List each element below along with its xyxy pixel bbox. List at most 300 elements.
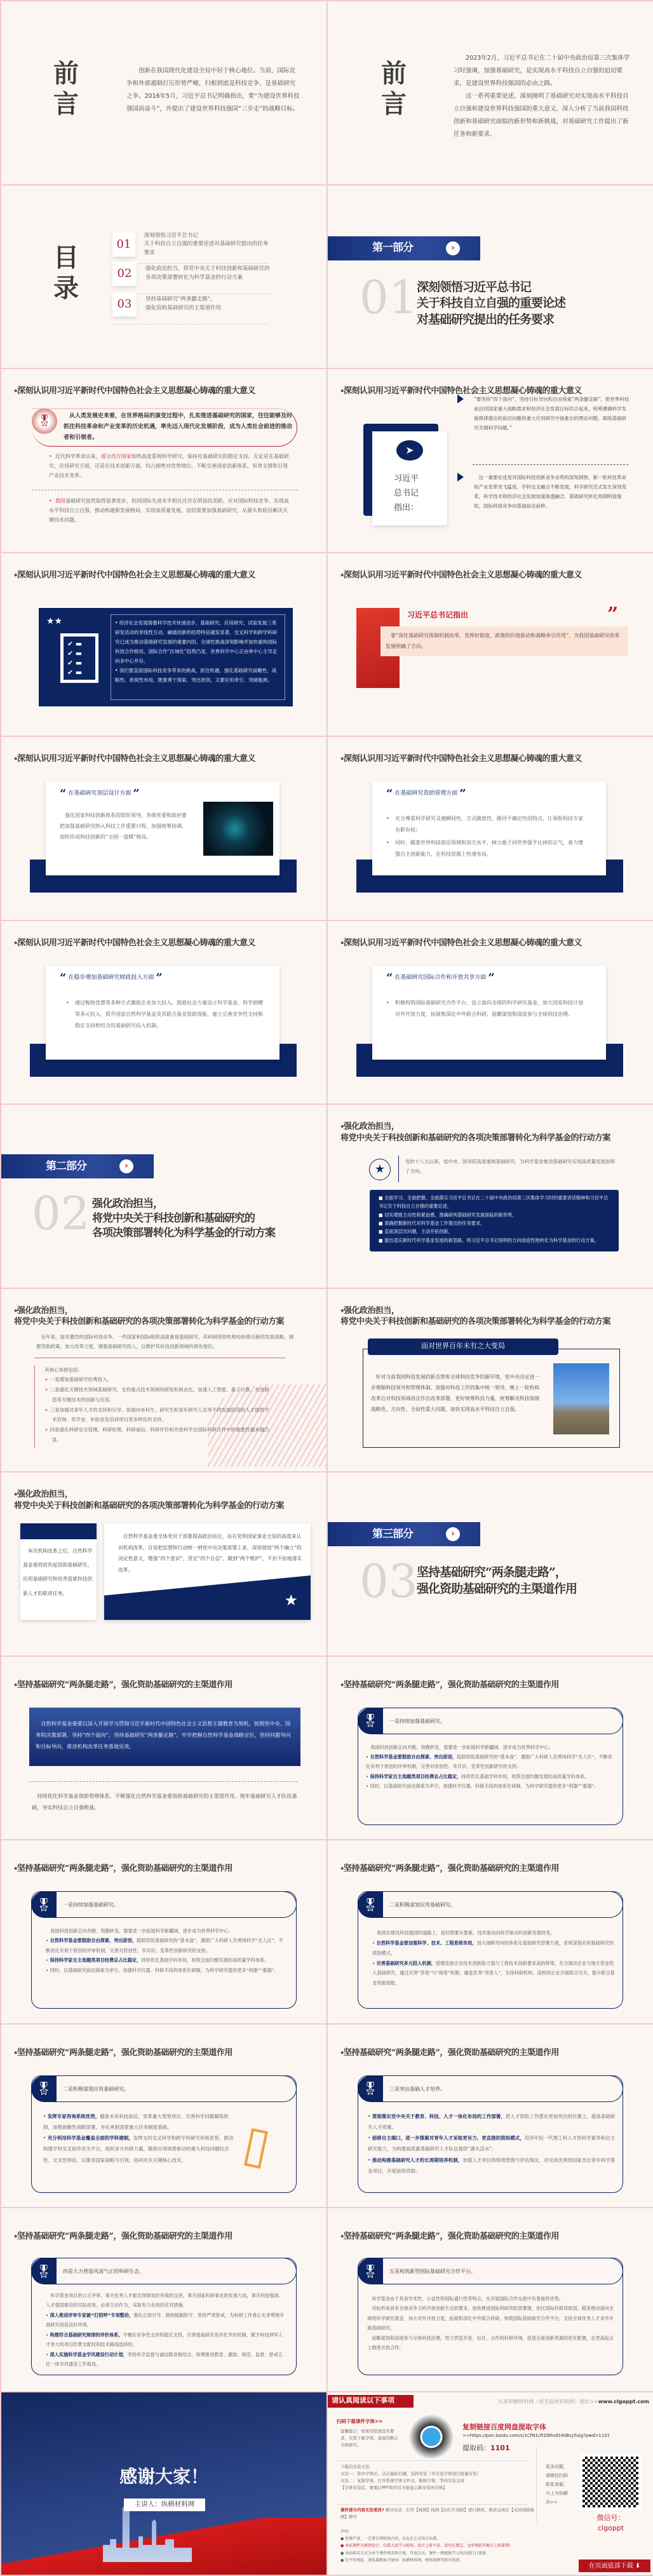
award-icon: 🎖 xyxy=(358,2075,383,2102)
slide-twolegs-7[interactable] xyxy=(1,2208,326,2391)
presenter-label: 主讲人：纵横材料网 xyxy=(124,2498,205,2511)
list-item: ■ 准确把握新时代对科学基金工作提出的任务要求， xyxy=(379,1220,485,1226)
slide-heading: ◆ 坚持基础研究“两条腿走路”，强化资助基础研究的主渠道作用 xyxy=(340,1680,559,1691)
wechat-qr-code[interactable] xyxy=(580,2454,641,2510)
slide-heading: ◆ 坚持基础研究“两条腿走路”，强化资助基础研究的主渠道作用 xyxy=(14,2231,232,2242)
slide-action-4[interactable] xyxy=(1,1473,326,1656)
decl-item: ● 党课严肃，一定要仔细校验内容，以免在正式场合出错。 xyxy=(340,2536,441,2541)
stars-icon: ★★ xyxy=(46,616,63,626)
list-item: ➢ 四是强化科研安全管理，科研伦理、科研诚信、科研评价和开放科学在国际科研合作中的重要性越来越凸显。 xyxy=(44,1427,269,1443)
heading-line: 将党中央关于科技创新和基础研究的各项决策部署转化为科学基金的行动方案 xyxy=(14,1317,285,1327)
decl-item: ● 记不住网址，浏览器搜索关键词：纵横材料网、材料狗网等即可找到。 xyxy=(340,2558,464,2563)
toc-line: 强化资助基础研究的主渠道作用 xyxy=(145,304,222,311)
bullet: • 自然科学基金要鼓励自由探索、突出原创，稳固资助基础研究的“基本盘”，激励广大科研人员勇闯科学“无人区”，不断优化有利于原创的评审机制，完善对原创性、非共识、变革性创新研究的支持。 xyxy=(46,1938,283,1953)
divider xyxy=(398,1156,399,1182)
preface-p2: 这一系列重要论述，深刻阐明了基础研究对实现高水平科技自立自强和建设世界科技强国的重大意义，深入分析了当前我国科技创新和基础研究面临的新形势和新挑战，对基础研究工作提出了新任务和新要求。 xyxy=(454,93,629,138)
toc-item-3[interactable] xyxy=(112,292,271,316)
checklist-text xyxy=(111,614,285,700)
text: 把人才资助工作摆在更加突出的位置上，提高基础研究人才质量。 xyxy=(368,2113,616,2130)
award-icon: 🎖 xyxy=(31,2075,57,2102)
heading-text: 在基础研究顶层设计方面 xyxy=(68,790,131,797)
bullet-2: • 我国基础研究虽然取得显著进步，但同国际先进水平相比还存在明显的差距。应对国际科技竞争、实现高水平科技自立自强，推动构建新发展格局、实现高质量发展，迫切需要加强基础研究，从源头和底层解决关键技术问题。 xyxy=(49,498,289,523)
toc-num: 03 xyxy=(112,292,137,316)
preface-p1: 2023年2月，习近平总书记在二十届中央政治局第三次集体学习时强调，加强基础研究，是实现高水平科技自立自强的迫切要求，是建设世界科技强国的必由之路。 xyxy=(454,55,630,87)
pill-heading: 一是持续加强基础研究。 xyxy=(389,1718,445,1724)
title-line: 强化资助基础研究的主渠道作用 xyxy=(417,1581,577,1596)
text: 三是加强对青年人才的支持和引导。如面向本科生、研究生和青年研究人员等不同发展阶段的人才提供学术咨询、奖学金、补助金及培训项目等多样化的支持。 xyxy=(50,1406,269,1423)
text: 发挥支持交叉科学和跨学科研究传统优势，推动构建学科交叉协作攻关平台，组织多方科研力量，瞄准应用场景驱动的重大科技问题综合性、交叉性特征，以服务国家战略为引领，协同攻关关键核心技术。 xyxy=(43,2135,234,2163)
bullet: • 积极构筑国际基础研究合作平台，设立面向全球的科学研究基金，加大国家科技计划对外开放力度，拓展和深化中外联合科研，前瞻谋划和深度参与全球科技治理。 xyxy=(386,997,583,1020)
quote-2: 这一重要论述是对国际科技创新竞争态势的深刻洞察，新一轮科技革命和产业变革突飞猛进，学科交叉融合不断发展，科学研究范式发生深刻变革，科学技术和经济社会发展加速渗透融合，基础研究转化周期明显缩短，国际科技竞争向基础前沿前移。 xyxy=(474,475,626,509)
install-methods xyxy=(340,2464,534,2492)
slide-significance-1[interactable] xyxy=(1,369,326,552)
text: 持续优化基础学科布局，构筑全面均衡发展的高质量学科体系。 xyxy=(461,1773,589,1779)
method-1: 方法一：选中字体后，点击鼠标右键，选择安装（可全选字体进行批量安装） xyxy=(340,2471,481,2476)
speaker-card xyxy=(372,431,447,525)
pill-body xyxy=(43,2111,234,2166)
toc-item-1[interactable] xyxy=(112,232,271,258)
text: 平衡好竞争性支持和稳定支持，完善基础研究差异化评价机制，赋予科技领军人才更大的项目经费支配权和技术路线选择权。 xyxy=(46,2331,283,2348)
divider xyxy=(473,464,628,465)
list-item: ■ 提出适应新时代科学基金发展的新思路，将习近平总书记指明的方向创造性地转化为科学基金的行动方案。 xyxy=(379,1237,599,1243)
text: 稳固资助基础研究的“基本盘”，激励广大科研人员勇闯科学“无人区”，不断优化有利于原创的评审机制，完善对原创性、非共识、变革性创新研究的支持。 xyxy=(366,1753,613,1770)
extract-code: 1101 xyxy=(490,2443,510,2452)
chevron-right-icon: › xyxy=(446,1527,460,1541)
section-number: 01 xyxy=(360,270,418,324)
slide-significance-6[interactable] xyxy=(328,737,653,920)
slide-action-3[interactable] xyxy=(328,1289,653,1472)
pill-heading: 二是积极谋划应用基础研究。 xyxy=(63,2086,129,2092)
box-title: 面对世界百年未有之大变局 xyxy=(368,1339,558,1355)
text: 近代科学革命以来， xyxy=(55,454,101,459)
title-line: 对基础研究提出的任务要求 xyxy=(417,312,555,327)
title-line: 深刻领悟习近平总书记 xyxy=(417,280,532,294)
bullet: • 发挥专家咨询系统优势，瞄准未来科技前沿，变革重大类型项目，完善科学问题凝练机制，加强前瞻性战略部署，夯实承担国家重大任务制度基础。 xyxy=(43,2113,229,2130)
bullet: • 通过税收优惠等多种方式激励企业加大投入，鼓励社会力量设立科学基金、科学捐赠等多元投入，提升国家自然科学基金及其联合基金资助效能，建立完善竞争性支持和稳定支持相结合的基础研究投入机制。 xyxy=(66,997,263,1032)
slide-heading: ◆ 深刻认识用习近平新时代中国特色社会主义思想凝心铸魂的重大意义 xyxy=(340,386,582,397)
miniprogram-qr-code[interactable] xyxy=(408,2414,454,2460)
bold-text: 前移自主端口，进一步探索对青年人才采取更有力、更直接的资助模式， xyxy=(372,2135,525,2141)
declarations xyxy=(340,2528,569,2565)
side-card-text: 本次机构改革之后，自然科学基金委将肩负起资助基础研究、应用基础研究和培养造就科技创新人才的职责任务。 xyxy=(23,1548,93,1596)
slide-heading: ◆ 坚持基础研究“两条腿走路”，强化资助基础研究的主渠道作用 xyxy=(340,2231,559,2242)
slide-heading: ◆ 深刻认识用习近平新时代中国特色社会主义思想凝心铸魂的重大意义 xyxy=(340,753,582,765)
bullet: • 同时，以基础研究前沿探索为牵引，加强科学仪器、科研手段的体系化研制，为科学研究提供更多“利器”“重器”。 xyxy=(366,1783,599,1790)
chevron-right-icon: › xyxy=(119,1159,133,1173)
card-header-bar xyxy=(20,1523,97,1539)
text: 本站课件为原创设计，仅供大家学习使用，设计上传不易，切勿在淘宝、文库网站等地方上传谋利! xyxy=(345,2544,511,2549)
list-item: ➢ 三是加强对青年人才的支持和引导。如面向本科生、研究生和青年研究人员等不同发展阶段的人才提供学术咨询、奖学金、补助金及培训项目等多样化的支持。 xyxy=(44,1406,269,1423)
quote-text: 要“深化基础研究体制机制改革，发挥好制度、政策的价值驱动和战略牵引作用”，为我国基础研究改革发展明确了方向。 xyxy=(380,626,628,656)
bullet: • 前移自主端口，进一步探索对青年人才采取更有力、更直接的资助模式，培养年轻一代理工科人才的科学素养和自主研究能力，为构建高质量基础研究人才队伍提供“源头活水”。 xyxy=(368,2135,616,2152)
text: 基础研究虽然取得显著进步，但同国际先进水平相比还存在明显的差距。应对国际科技竞争、实现高水平科技自立自强，推动构建新发展格局、实现高质量发展，迫切需要加强基础研究，从源头和底层解决关键技术问题。 xyxy=(49,498,289,523)
pill-body xyxy=(366,1743,614,1791)
section-title xyxy=(92,1197,275,1241)
info-card xyxy=(46,966,279,1060)
slide-heading: ◆ 坚持基础研究“两条腿走路”，强化资助基础研究的主渠道作用 xyxy=(340,1863,559,1875)
text: 全面学习、全面把握、全面落实习近平总书记在二十届中央政治局第三次集体学习时的重要讲话精神和习近平总书记关于科技自立自强的重要论述， xyxy=(379,1195,609,1210)
bold-text: 贯彻落实党中央关于教育、科技、人才一体化布局的工作部署， xyxy=(372,2113,506,2119)
divider xyxy=(337,2460,527,2461)
slide-significance-4[interactable] xyxy=(328,553,653,736)
pill-heading: 五是构筑新型国际基础研究合作平台。 xyxy=(389,2269,476,2274)
text: 加强人才项目的绩效管理与评估淘汰，对完成优秀的国家杰出青年科学基金项目，开展延续资助。 xyxy=(368,2157,616,2174)
toc-title: 目录 xyxy=(53,242,79,303)
checklist-panel xyxy=(39,608,293,706)
pill-body xyxy=(368,2111,616,2177)
bold-text: 构建符合基础研究规律的评价体系， xyxy=(50,2331,123,2338)
slide-heading: ◆ 深刻认识用习近平新时代中国特色社会主义思想凝心铸魂的重大意义 xyxy=(340,938,582,949)
tech-circle-image xyxy=(203,802,273,856)
notice-tag: 请认真阅读以下事项 xyxy=(328,2395,414,2408)
font-link[interactable]: >>https://pan.baidu.com/s/1CfN1cR2l8hvEt40Bsy5sig?pwd=1101 xyxy=(462,2432,610,2438)
toc-line: 各项决策部署转化为科学基金的行动方案 xyxy=(145,274,243,281)
triangle-marker-icon xyxy=(457,473,464,482)
slide-twolegs-6[interactable] xyxy=(328,2025,653,2208)
banner-label: 第三部分 xyxy=(372,1527,413,1541)
divider xyxy=(34,1365,35,1448)
heading-text: 在基础研究资助管理方面 xyxy=(394,790,458,797)
title-line: 各项决策部署转化为科学基金的行动方案 xyxy=(92,1226,275,1239)
divider xyxy=(112,324,268,325)
section-number: 02 xyxy=(32,1187,90,1240)
triangle-marker-icon xyxy=(457,394,464,403)
slide-heading: ◆ 坚持基础研究“两条腿走路”，强化资助基础研究的主渠道作用 xyxy=(14,1680,232,1691)
bullet: • 推动构建基础研究人才的长周期培养机制，加强人才项目的绩效管理与评估淘汰，对完成优秀的国家杰出青年科学基金项目，开展延续资助。 xyxy=(368,2157,616,2174)
text: 四是强化科研安全管理，科研伦理、科研诚信、科研评价和开放科学在国际科研合作中的重要性越来越凸显。 xyxy=(50,1427,269,1443)
text: 党课严肃，一定要仔细校验内容，以免在正式场合出错。 xyxy=(345,2536,441,2541)
slide-heading: ◆ 深刻认识用习近平新时代中国特色社会主义思想凝心铸魂的重大意义 xyxy=(14,753,255,765)
text: 稳固资助基础研究的“基本盘”，激励广大科研人员勇闯科学“无人区”，不断优化有利于原创的评审机制，完善对原创性、非共识、变革性创新研究的支持。 xyxy=(46,1938,283,1953)
text: 培养年轻一代理工科人才的科学素养和自主研究能力，为构建高质量基础研究人才队伍提供“源头活水”。 xyxy=(368,2135,616,2152)
text: 提出适应新时代科学基金发展的新思路，将习近平总书记指明的方向创造性地转化为科学基金的行动方案。 xyxy=(384,1237,599,1243)
slide-heading: ◆ 深刻认识用习近平新时代中国特色社会主义思想凝心铸魂的重大意义 xyxy=(14,938,255,949)
title-line: 关于科技自立自强的重要论述 xyxy=(417,296,566,311)
section-number: 03 xyxy=(360,1554,418,1608)
text: 同时，以基础研究前沿探索为牵引，加强科学仪器、科研手段的体系化研制，为科学研究提供更多“利器”“重器”。 xyxy=(50,1967,279,1973)
section-banner xyxy=(328,1522,480,1546)
decl-title: 声明: xyxy=(340,2529,350,2534)
tip-text: 温馨提示：如果对版面没有要求，无需下载字体，直接用默认字体即可。 xyxy=(340,2428,398,2448)
award-ribbon-icon: 🎖 xyxy=(32,408,57,434)
slide-preface-1[interactable] xyxy=(1,1,326,184)
pill-heading: 二是积极谋划应用基础研究。 xyxy=(389,1902,455,1908)
toc-line: 强化政治担当，将党中央关于科技创新和基础研究的 xyxy=(145,265,270,272)
bullet: • 充分利用科学基金覆盖全面的学科建制，发挥支持交叉科学和跨学科研究传统优势，推动构建学科交叉协作攻关平台，组织多方科研力量，瞄准应用场景驱动的重大科技问题综合性、交叉性特征，以服务国家战略为引领，协同攻关关键核心技术。 xyxy=(43,2135,234,2163)
slide-action-2[interactable] xyxy=(1,1289,326,1472)
info-card xyxy=(372,781,606,875)
bold-text: 保持科学家自主选题类项目经费总占比稳定， xyxy=(50,1957,142,1964)
divider xyxy=(29,1781,297,1782)
slide-twolegs-1[interactable] xyxy=(1,1657,326,1840)
pill-body xyxy=(46,1926,287,1975)
slide-significance-8[interactable] xyxy=(328,921,653,1104)
slide-heading xyxy=(14,1489,284,1511)
text: 始终高度重视科学研究，保持对基础研究的稳定支持，无论是在基础研究、应用研究方面，还是在技术创新方面，均占据绝对优势地位，不断完善国家创新体系，有效支撑和引领产业技术变革。 xyxy=(49,454,289,479)
slide-twolegs-4[interactable] xyxy=(328,1840,653,2023)
list-item: ■ 直面深层次问题，主动开拓创新， xyxy=(379,1229,453,1235)
info-card xyxy=(46,781,279,875)
pill-heading: 四是大力营造风清气正的科研生态。 xyxy=(63,2269,144,2274)
text: 本站购买方式为单个课件购买和月度、年度会员，课件一般根据学习风向进行日更新。 xyxy=(345,2551,490,2556)
text: 经济社会发展需要科学技术快速进步，基础研究、应用研究、试验发展三类研发活动的非线性互动、融通创新的趋势特征越发显著，交叉科学和跨学科研究已成为推动基础研究发展的重要内因。全球性挑战深刻影响并加快重构国际科技合作格局，国际合作“区域化”趋势凸显，世界科学中心正由单中心主导走向多中心并存。 xyxy=(115,619,278,664)
bullet: • 自然科学基金要加强科学、技术、工程系统布局，加大战略导向的体系化基础研究部署力度，系统谋划应用基础研究的资助模式。 xyxy=(372,1939,614,1956)
slide-twolegs-2[interactable] xyxy=(328,1657,653,1840)
heading-line: 强化政治担当， xyxy=(343,1305,400,1316)
pill-heading: 一是持续加强基础研究。 xyxy=(63,1902,119,1908)
heading-line: 强化政治担当， xyxy=(17,1490,73,1499)
text: 我们要直面国际科技竞争带来的挑战，抓住机遇，强化基础研究前瞻性、战略性、系统性布局，既要勇于探索、突出原创，又要应用牵引、突破瓶颈。 xyxy=(115,667,277,683)
bullet: • 完善基础研究多元投入机制，搭建连接企业技术创新能力弱与工程技术创新要求高的桥梁，充分调动企业与地方资金投入基础研究，通过完善“答卷”与“阅卷”机制，遴选优秀“答卷人”，支持科研机构、高校同企业开展联合攻关，提升联合基金资助效能。 xyxy=(372,1960,615,1986)
fix-tip xyxy=(340,2507,534,2521)
text: 二是强化关键技术领域基础研究，支持重点技术领域的研发和商业化，加速人工智能、量子计算、先进制造等关键技术的创新与应用。 xyxy=(50,1387,269,1403)
install-title: 下载后安装方法： xyxy=(340,2464,374,2469)
slide-twolegs-3[interactable] xyxy=(1,1840,326,2023)
bold-text: 推动构建基础研究人才的长周期培养机制， xyxy=(372,2157,463,2163)
bullet: • 我们要直面国际科技竞争带来的挑战，抓住机遇，强化基础研究前瞻性、战略性、系统性布局，既要勇于探索、突出原创，又要应用牵引、突破瓶颈。 xyxy=(115,667,277,683)
slide-notice[interactable] xyxy=(328,2392,653,2575)
text: 直面深层次问题，主动开拓创新， xyxy=(384,1229,453,1235)
wechat-info xyxy=(581,2513,641,2534)
heading-line: 强化政治担当， xyxy=(343,1122,400,1131)
slide-part2[interactable] xyxy=(1,1105,326,1288)
thanks-title: 感谢大家！ xyxy=(119,2465,208,2487)
fix-answer: 解决办法：打开【视图】找到【幻灯片母版】进行修改，修改完成后【关闭母版视图】即可 xyxy=(340,2507,534,2519)
bold-text: 自然科学基金要鼓励自由探索、突出原创， xyxy=(50,1938,137,1944)
text: 强化正面引导、做到根据防守、坚持严肃惩戒，为科研工作者心无旁骛地开展研究创造良好环境。 xyxy=(46,2312,285,2328)
preface-text: 创新在我国现代化建设全局中居于核心地位。当前，国际竞争和外部遏制打压形势严峻，归根到底是科技竞争、是基础研究之争。2016年5月，习近平总书记明确指出，要“为建设世界科技强国而奋斗”，并提出了建设世界科技强国“三步走”的战略目标。 xyxy=(126,67,300,112)
site-link[interactable]: www.clgoppt.com xyxy=(598,2398,649,2404)
toc-line: 关于科技自立自强的重要论述对基础研究提出的任务要求 xyxy=(144,241,269,256)
text: 坚持科学监督与诚信教育相结合，统筹推进教育、激励、规范、监督、惩戒五位一体学风建设工作格局。 xyxy=(46,2351,283,2368)
slide-action-1[interactable] xyxy=(328,1105,653,1288)
bold-text: 深入推进评审专家被“打招呼”专项整治， xyxy=(50,2312,134,2318)
intro-text: 我国科技创新正向并跑、领跑转变，需要进一步拓展科学新疆域，逐步成为世界科学中心。 xyxy=(50,1928,233,1934)
award-icon: 🎖 xyxy=(358,1708,383,1734)
site-prefix: 认准纵横材料网（更名前材料狗网）地址>> xyxy=(498,2398,598,2404)
divider xyxy=(337,2504,527,2505)
star-icon: ★ xyxy=(369,1159,391,1180)
toc-item-2[interactable] xyxy=(112,262,271,286)
heading-line: 强化政治担当， xyxy=(17,1305,73,1316)
pill-body xyxy=(367,2294,615,2353)
main-card-text: 自然科学基金委全体党员干部要提高政治站位，站在党和国家事业全局的高度来认识机构改革，自觉把思想和行动统一到党中央决策部署上来，深刻领悟“两个确立”的决定性意义，增强“四个意识”、坚定“四个自信”、做到“两个维护”，不折不扣地落实改革。 xyxy=(118,1534,302,1573)
shooting-star-icon: ★ xyxy=(284,1591,298,1610)
intro-text: 党的十八大以来，党中央、国务院高度重视基础研究，为科学基金推动基础研究实现高质量发展指明了方向。 xyxy=(405,1159,615,1174)
box-text: 针对当前我国科技发展的新态势和全球科技竞争的新环境，党中央决定进一步理顺科技领导和管理体制，加强对科技工作的集中统一领导，继上一轮机构改革后对科技领域再次作出改革部署，更好统筹科技力量，统筹解决科技领域战略性、方向性、全局性重大问题，加快实现高水平科技自立自强。 xyxy=(371,1373,540,1412)
slide-heading: ◆ 深刻认识用习近平新时代中国特色社会主义思想凝心铸魂的重大意义 xyxy=(14,570,255,581)
card-heading: “ 在基础研究国际合作和开放共享方面 ” xyxy=(386,971,495,985)
text: 切实增强主动性和紧迫感，准确研判基础研究发展面临的新形势， xyxy=(384,1211,517,1218)
bullet: • 保持科学家自主选题类项目经费总占比稳定，持续优化基础学科布局，构筑全面均衡发展的高质量学科体系。 xyxy=(366,1773,589,1779)
bold-text: 充分利用科学基金覆盖全面的学科建制， xyxy=(47,2135,133,2141)
text: 准确把握新时代对科学基金工作提出的任务要求， xyxy=(384,1220,485,1226)
bold-text: 保持科学家自主选题类项目经费总占比稳定， xyxy=(370,1773,462,1779)
bullet: • 构建符合基础研究规律的评价体系，平衡好竞争性支持和稳定支持，完善基础研究差异化评价机制，赋予科技领军人才更大的项目经费支配权和技术路线选择权。 xyxy=(46,2331,283,2348)
paper-plane-icon: ➤ xyxy=(396,440,423,461)
slide-heading: ◆ 坚持基础研究“两条腿走路”，强化资助基础研究的主渠道作用 xyxy=(14,1863,232,1875)
highlight: 部分西方国家 xyxy=(100,454,131,459)
card-heading: “ 在基础研究顶层设计方面 ” xyxy=(60,787,140,800)
bold-text: 自然科学基金要鼓励自由探索、突出原创， xyxy=(370,1753,457,1760)
section-banner xyxy=(1,1154,154,1178)
lead-text: 从人类发展史来看，在世界格局的演变过程中，扎实推进基础研究的国家，往往能够及时抓住科技革命和产业变革的历史机遇，率先迈入现代化发展阶段，成为人类社会前进的推动者和引领者。 xyxy=(64,413,293,442)
method-2: 方法二：复制字体，打开系统字体文件夹，粘贴字体，等待安装完成 xyxy=(340,2478,464,2483)
slide-significance-3[interactable] xyxy=(1,553,326,736)
toc-line: 深刻领悟习近平总书记 xyxy=(144,232,198,239)
bullet: • 自然科学基金要鼓励自由探索、突出原创，稳固资助基础研究的“基本盘”，激励广大科研人员勇闯科学“无人区”，不断优化有利于原创的评审机制，完善对原创性、非共识、变革性创新研究的支持。 xyxy=(366,1753,613,1770)
intro-text: 我国在建设科技强国的道路上，迫切需要从要素、技术驱动向科学驱动的创新发展转变。 xyxy=(377,1930,555,1936)
slide-thanks[interactable] xyxy=(1,2392,326,2575)
bullet: • 充分尊重科学研究灵感瞬间性、方式随意性、路径不确定性的特点，让领衔科技专家有职有权； xyxy=(386,813,583,836)
intro-text: 我国科技创新正向并跑、领跑转变，需要进一步拓展科学新疆域，逐步成为世界科学中心。 xyxy=(370,1744,553,1750)
text: 加大战略导向的体系化基础研究部署力度，系统谋划应用基础研究的资助模式。 xyxy=(372,1939,614,1956)
pill-body xyxy=(46,2291,287,2370)
bullet: • 深入实施科学基金学风建设行动计划，坚持科学监督与诚信教育相结合，统筹推进教育、激励、规范、监督、惩戒五位一体学风建设工作格局。 xyxy=(46,2351,283,2368)
slide-heading: ◆ 深刻认识用习近平新时代中国特色社会主义思想凝心铸魂的重大意义 xyxy=(14,386,255,397)
banner-label: 第二部分 xyxy=(46,1159,86,1173)
slide-heading: ◆ 坚持基础研究“两条腿走路”，强化资助基础研究的主渠道作用 xyxy=(340,2047,559,2059)
scan-label: 扫码下载课件字体>> xyxy=(337,2418,383,2424)
bullet: • 同时，瞄准世界科技前沿领域和顶尖水平，树立敢于同世界强手比拼的志气，着力增强自主创新能力，在科技资源上快速布局。 xyxy=(386,837,583,860)
main-card xyxy=(104,1523,311,1620)
paragraph: 科学基金由于具备学术性、公益性和国际通行性等特点，在开展国际合作交流中有着独特优势。 xyxy=(372,2296,564,2302)
slide-part3[interactable] xyxy=(328,1473,653,1656)
heading-line: 将党中央关于科技创新和基础研究的各项决策部署转化为科学基金的行动方案 xyxy=(14,1500,285,1511)
heading-text: 在稳步增加基础研究财政投入方面 xyxy=(68,974,154,981)
slide-twolegs-8[interactable] xyxy=(328,2208,653,2391)
list-item: ➢ 二是强化关键技术领域基础研究，支持重点技术领域的研发和商业化，加速人工智能、量子计算、先进制造等关键技术的创新与应用。 xyxy=(44,1387,269,1403)
slide-heading xyxy=(340,1121,610,1143)
paragraph: 对标形成具有全球竞争力的开放创新生态的要求，加快推进国际科研资助部署建，依托国际科研资助部，稳妥推动面向全球的科学研究基金，加大对外开放力度，拓展和深化中外联合科研，构筑国际基础研究合作平台，支持全球优秀人才来华开展基础研究。 xyxy=(367,2305,614,2331)
more-help: 更多问题，请微信扫码联系客服，马上为你解决>> xyxy=(546,2464,568,2505)
action-list xyxy=(370,1190,619,1251)
slide-significance-2[interactable] xyxy=(328,369,653,552)
download-button[interactable]: 在页面底部下载 ⬇ xyxy=(579,2559,650,2572)
list-item: ➢ 一是增加基础研究经费投入。 xyxy=(44,1377,112,1383)
text: 同时，以基础研究前沿探索为牵引，加强科学仪器、科研手段的体系化研制，为科学研究提供更多“利器”“重器”。 xyxy=(370,1783,599,1790)
intro-text: 科学基金项目的公正评审，事关优秀人才能否得到及时有效的支持，事关国家科研事业的发展大局，事关科技强国、人才强国建设的实际成效，必须主动作为，采取有力有效的应对措施。 xyxy=(46,2293,283,2309)
side-card xyxy=(20,1523,97,1620)
code-label: 提取码： xyxy=(462,2443,490,2452)
navy-wedge xyxy=(104,1575,311,1620)
checklist-icon: ✔ ▬ ✔ ▬ ✔ ▬ ✔ ▬ xyxy=(60,633,98,683)
award-icon: 🎖 xyxy=(358,2258,383,2284)
card-heading: “ 在基础研究资助管理方面 ” xyxy=(386,787,466,800)
measures-heading: 其核心举措包括： xyxy=(44,1366,83,1373)
title-line: 将党中央关于科技创新和基础研究的 xyxy=(92,1211,255,1225)
site-line xyxy=(498,2397,649,2406)
wechat-id: clgoppt xyxy=(597,2524,624,2532)
open-quote-icon: “ xyxy=(356,678,368,701)
section-title xyxy=(417,280,565,328)
chevron-right-icon: › xyxy=(446,241,460,255)
slide-heading: ◆ 深刻认识用习近平新时代中国特色社会主义思想凝心铸魂的重大意义 xyxy=(340,570,582,581)
bullet-list xyxy=(66,997,263,1032)
toc-num: 01 xyxy=(112,233,135,257)
slide-heading: ◆ 坚持基础研究“两条腿走路”，强化资助基础研究的主渠道作用 xyxy=(14,2047,232,2059)
quote-1: “要坚持“四个面向”，坚持目标导向和自由探索“两条腿走路”，把世界科技前沿同国家重大战略需求和经济社会发展目标结合起来，统筹遵循科学发展规律提出的前沿问题和重大应用研究中抽象出的理论问题，凝练基础研究关键科学问题。” xyxy=(474,396,629,431)
preface-title: 前言 xyxy=(381,58,407,119)
quote-label: 习近平总书记指出 xyxy=(407,610,469,619)
bullet: • 同时，以基础研究前沿探索为牵引，加强科学仪器、科研手段的体系化研制，为科学研究提供更多“利器”“重器”。 xyxy=(46,1967,279,1973)
bold-text: 发挥专家咨询系统优势， xyxy=(47,2113,100,2119)
award-icon: 🎖 xyxy=(31,2258,57,2284)
title-line: 强化政治担当， xyxy=(92,1197,163,1210)
fix-question: 课件部分内容无法更改? xyxy=(340,2507,384,2512)
slide-twolegs-5[interactable] xyxy=(1,2025,326,2208)
close-quote-icon: ” xyxy=(607,603,619,626)
slide-preface-2[interactable] xyxy=(328,1,653,184)
highlight: 我国 xyxy=(55,498,65,504)
copy-title: 复制链接百度网盘提取字体 xyxy=(462,2422,546,2431)
text: 持续优化基础学科布局，构筑全面均衡发展的高质量学科体系。 xyxy=(141,1957,269,1964)
bullet-1: • 近代科学革命以来，部分西方国家始终高度重视科学研究，保持对基础研究的稳定支持，无论是在基础研究、应用研究方面，还是在技术创新方面，均占据绝对优势地位，不断完善国家创新体系，有效支撑和引领产业技术变革。 xyxy=(49,454,289,479)
decl-item: ● 本站课件为原创设计，仅供大家学习使用，设计上传不易，切勿在淘宝、文库网站等地方上传谋利! xyxy=(340,2544,511,2549)
slide-part1[interactable] xyxy=(328,185,653,368)
divider xyxy=(536,2446,537,2523)
pill-body xyxy=(372,1928,617,1988)
bold-text: 深入实施科学基金学风建设行动计划， xyxy=(50,2351,128,2357)
bullet: • 深入推进评审专家被“打招呼”专项整治，强化正面引导、做到根据防守、坚持严肃惩戒，为科研工作者心无旁骛地开展研究创造良好环境。 xyxy=(46,2312,285,2328)
bullet: • 保持科学家自主选题类项目经费总占比稳定，持续优化基础学科布局，构筑全面均衡发展的高质量学科体系。 xyxy=(46,1957,269,1964)
card-text: 强化国家科技创新体系的组织领导，各级党委和政府要把加强基础研究纳入科技工作重要日程，加强统筹协调，加快形成科技创新的“全国一盘棋”格局。 xyxy=(60,813,187,840)
heading-text: 在基础研究国际合作和开放共享方面 xyxy=(394,974,487,981)
bullet: • 贯彻落实党中央关于教育、科技、人才一体化布局的工作部署，把人才资助工作摆在更加突出的位置上，提高基础研究人才质量。 xyxy=(368,2113,616,2130)
slide-heading xyxy=(14,1305,284,1328)
award-icon: 🎖 xyxy=(31,1891,57,1918)
text: 一是增加基础研究经费投入。 xyxy=(50,1377,112,1383)
text: 搭建连接企业技术创新能力弱与工程技术创新要求高的桥梁，充分调动企业与地方资金投入基础研究，通过完善“答卷”与“阅卷”机制，遴选优秀“答卷人”，支持科研机构、高校同企业开展联合攻关，提升联合基金资助效能。 xyxy=(372,1960,615,1986)
bullet: • 经济社会发展需要科学技术快速进步，基础研究、应用研究、试验发展三类研发活动的非线性互动、融通创新的趋势特征越发显著，交叉科学和跨学科研究已成为推动基础研究发展的重要内因。全球性挑战深刻影响并加快重构国际科技合作格局，国际合作“区域化”趋势凸显，世界科学中心正由单中心主导走向多中心并存。 xyxy=(115,619,278,664)
intro-text: 近年来，面对激烈的国际科技竞争，一些国家和国际组织高度重视基础研究，其科研资助机构纷纷推出新的发展战略，调整资助政策，加大改革力度，增强基础研究投入，以维护其科技创新领域的领先地位。 xyxy=(36,1333,293,1350)
toc-num: 02 xyxy=(112,262,137,286)
heading-line: 将党中央关于科技创新和基础研究的各项决策部署转化为科学基金的行动方案 xyxy=(340,1133,611,1143)
award-icon: 🎖 xyxy=(358,1891,383,1918)
bullet-list xyxy=(386,813,583,860)
bullet-list xyxy=(386,997,583,1020)
list-item: ■ 全面学习、全面把握、全面落实习近平总书记在二十届中央政治局第三次集体学习时的重要讲话精神和习近平总书记关于科技自立自强的重要论述， xyxy=(379,1195,609,1210)
banner-label: 第一部分 xyxy=(372,241,413,255)
slide-significance-5[interactable] xyxy=(1,737,326,920)
highlight-box: 自然科学基金委要以深入开展学习贯彻习近平新时代中国特色社会主义思想主题教育为契机，按照党中央、国务院决策部署，坚持“四个面向”，坚持基础研究“两条腿走路”，牢牢把握自然科学基金战略定位，坚持问题导向和目标导向，推进机构改革任务落地见效。 xyxy=(29,1708,300,1766)
list-item: ■ 切实增强主动性和紧迫感，准确研判基础研究发展面临的新形势， xyxy=(379,1211,517,1218)
heading-line: 将党中央关于科技创新和基础研究的各项决策部署转化为科学基金的行动方案 xyxy=(340,1317,611,1327)
decl-item: ● 本站购买方式为单个课件购买和月度、年度会员，课件一般根据学习风向进行日更新。 xyxy=(340,2551,490,2556)
pill-heading: 三是突出基础人才培养。 xyxy=(389,2086,445,2092)
method-3: 【字体安装后，要重启PPT软件后才能显示新安装的字体】 xyxy=(340,2485,447,2490)
title-line: 坚持基础研究“两条腿走路”， xyxy=(417,1565,567,1579)
card-label: 习近平总书记指出： xyxy=(394,474,419,513)
slide-toc[interactable] xyxy=(1,185,326,368)
great-hall-image xyxy=(553,1363,609,1434)
info-card xyxy=(372,966,606,1060)
great-wall-decoration xyxy=(208,1384,326,1467)
text: 记不住网址，浏览器搜索关键词：纵横材料网、材料狗网等即可找到。 xyxy=(345,2558,464,2563)
card-heading: “ 在稳步增加基础研究财政投入方面 ” xyxy=(60,971,163,985)
preface-title: 前言 xyxy=(53,58,79,119)
section-banner xyxy=(328,236,480,260)
toc-line: 坚持基础研究“两条腿走路”， xyxy=(145,295,216,302)
bold-text: 自然科学基金要加强科学、技术、工程系统布局， xyxy=(376,1939,477,1946)
slide-heading xyxy=(340,1305,610,1328)
paragraph: 前瞻谋划和深度参与全球科技治理，努力营造开放、信任、合作的科研环境，促进全球创新资源的优化配置，在更高起点上推进开放合作。 xyxy=(367,2335,614,2351)
section-title xyxy=(417,1565,577,1597)
code-line xyxy=(462,2443,510,2455)
wechat-label: 微信号： xyxy=(596,2513,625,2522)
slide-significance-7[interactable] xyxy=(1,921,326,1104)
summary-text: 持续优化科学基金资助管理体系，不断强化自然科学基金委资助基础研究的主渠道作用，筑牢基础研究人才队伍基础，夯实科技自立自强根基。 xyxy=(32,1792,297,1811)
